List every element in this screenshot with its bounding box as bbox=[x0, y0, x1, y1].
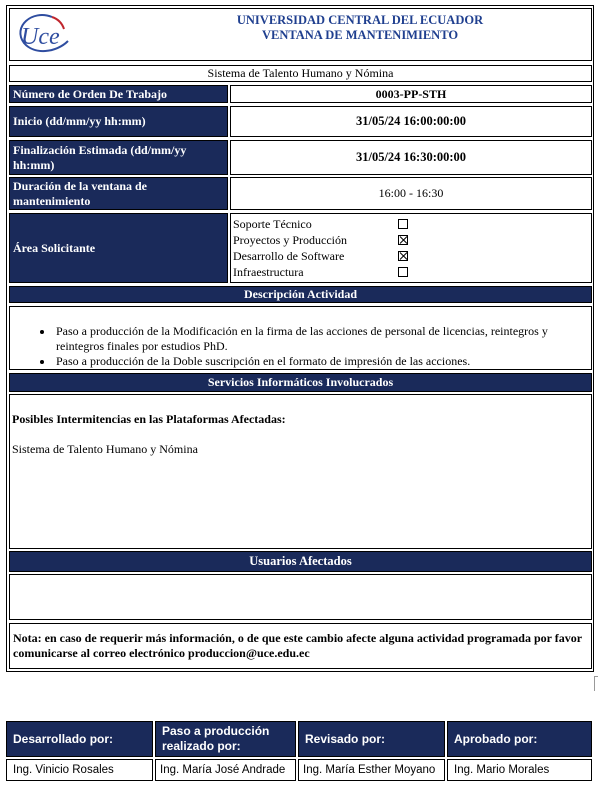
header-titles bbox=[210, 13, 510, 42]
end-label: Finalización Estimada (dd/mm/yy hh:mm) bbox=[13, 143, 187, 172]
area-option-label: Desarrollo de Software bbox=[233, 249, 345, 263]
checkbox-unchecked-icon[interactable] bbox=[398, 219, 408, 229]
signatures-table bbox=[6, 721, 592, 781]
document-title: VENTANA DE MANTENIMIENTO bbox=[261, 27, 459, 42]
signature-name: Ing. Vinicio Rosales bbox=[13, 764, 114, 776]
duration-value: 16:00 - 16:30 bbox=[378, 186, 444, 200]
area-option-desarrollo bbox=[233, 248, 433, 264]
signature-name: Ing. Mario Morales bbox=[454, 764, 550, 776]
start-value-cell bbox=[230, 106, 592, 137]
area-options-cell bbox=[230, 213, 592, 283]
signature-header-label: Desarrollado por: bbox=[13, 732, 114, 746]
signature-name-approved bbox=[447, 759, 592, 781]
activity-item: • Paso a producción de la Modificación en la firma de las acciones de personal de licencias, reintegros y reintegros finales por estudios PhD. bbox=[54, 324, 591, 354]
end-value: 31/05/24 16:30:00:00 bbox=[355, 150, 467, 164]
signature-header-approved bbox=[447, 721, 592, 757]
duration-label-cell bbox=[9, 177, 228, 210]
area-option-label: Proyectos y Producción bbox=[233, 233, 347, 247]
order-value-cell bbox=[230, 85, 592, 103]
order-label-cell bbox=[9, 85, 228, 103]
activity-section-header bbox=[9, 286, 592, 303]
area-label-cell bbox=[9, 213, 228, 283]
signature-name: Ing. María Esther Moyano bbox=[303, 764, 436, 776]
area-label: Área Solicitante bbox=[13, 241, 96, 255]
order-value: 0003-PP-STH bbox=[375, 87, 447, 101]
checkbox-checked-icon[interactable] bbox=[398, 235, 408, 245]
area-option-label: Infraestructura bbox=[233, 265, 304, 279]
signature-header-label: Revisado por: bbox=[305, 732, 386, 746]
users-title: Usuarios Afectados bbox=[249, 554, 352, 568]
services-body bbox=[9, 394, 592, 549]
activity-title: Descripción Actividad bbox=[244, 287, 357, 301]
signature-name-reviewed bbox=[298, 759, 445, 781]
end-value-cell bbox=[230, 140, 592, 175]
signature-header-label: Aprobado por: bbox=[454, 732, 538, 746]
system-name-row bbox=[9, 65, 592, 82]
start-label-cell bbox=[9, 106, 228, 137]
start-label: Inicio (dd/mm/yy hh:mm) bbox=[13, 114, 146, 128]
note-box bbox=[9, 623, 592, 669]
checkbox-checked-icon[interactable] bbox=[398, 251, 408, 261]
area-option-proyectos bbox=[233, 232, 433, 248]
signature-header-reviewed bbox=[298, 721, 445, 757]
page-edge-mark bbox=[594, 676, 598, 691]
users-section-header bbox=[9, 551, 592, 572]
maintenance-form bbox=[6, 5, 594, 672]
logo-text: Uce bbox=[21, 24, 60, 50]
intermittence-label: Posibles Intermitencias en las Plataformas Afectadas: bbox=[12, 412, 286, 426]
signature-name-production bbox=[155, 759, 296, 781]
uce-logo-icon bbox=[12, 11, 72, 57]
end-label-cell bbox=[9, 140, 228, 175]
activity-list bbox=[10, 324, 591, 369]
activity-item: • Paso a producción de la Doble suscripción en el formato de impresión de las acciones. bbox=[54, 354, 591, 369]
note-text: Nota: en caso de requerir más información, o de que este cambio afecte alguna actividad programada por favor comunicarse al correo electrónico produccion@uce.edu.ec bbox=[13, 631, 582, 660]
order-label: Número de Orden De Trabajo bbox=[13, 87, 167, 101]
services-section-header bbox=[9, 373, 592, 392]
affected-platform: Sistema de Talento Humano y Nómina bbox=[12, 442, 198, 456]
header-box bbox=[9, 8, 592, 61]
checkbox-unchecked-icon[interactable] bbox=[398, 267, 408, 277]
users-body bbox=[9, 574, 592, 620]
duration-value-cell bbox=[230, 177, 592, 210]
duration-label: Duración de la ventana de mantenimiento bbox=[13, 179, 148, 208]
signature-header-production bbox=[155, 721, 296, 757]
area-option-soporte bbox=[233, 216, 433, 232]
area-option-label: Soporte Técnico bbox=[233, 217, 312, 231]
signature-header-label: Paso a producción realizado por: bbox=[162, 724, 270, 753]
signature-name-developed bbox=[6, 759, 153, 781]
uce-logo bbox=[12, 11, 72, 57]
start-value: 31/05/24 16:00:00:00 bbox=[355, 114, 467, 128]
activity-body bbox=[9, 306, 592, 370]
signature-name: Ing. María José Andrade bbox=[160, 764, 286, 776]
signature-header-developed bbox=[6, 721, 153, 757]
university-name: UNIVERSIDAD CENTRAL DEL ECUADOR bbox=[236, 13, 484, 27]
area-option-infraestructura bbox=[233, 264, 433, 280]
system-name: Sistema de Talento Humano y Nómina bbox=[207, 66, 394, 80]
services-title: Servicios Informáticos Involucrados bbox=[207, 375, 394, 389]
